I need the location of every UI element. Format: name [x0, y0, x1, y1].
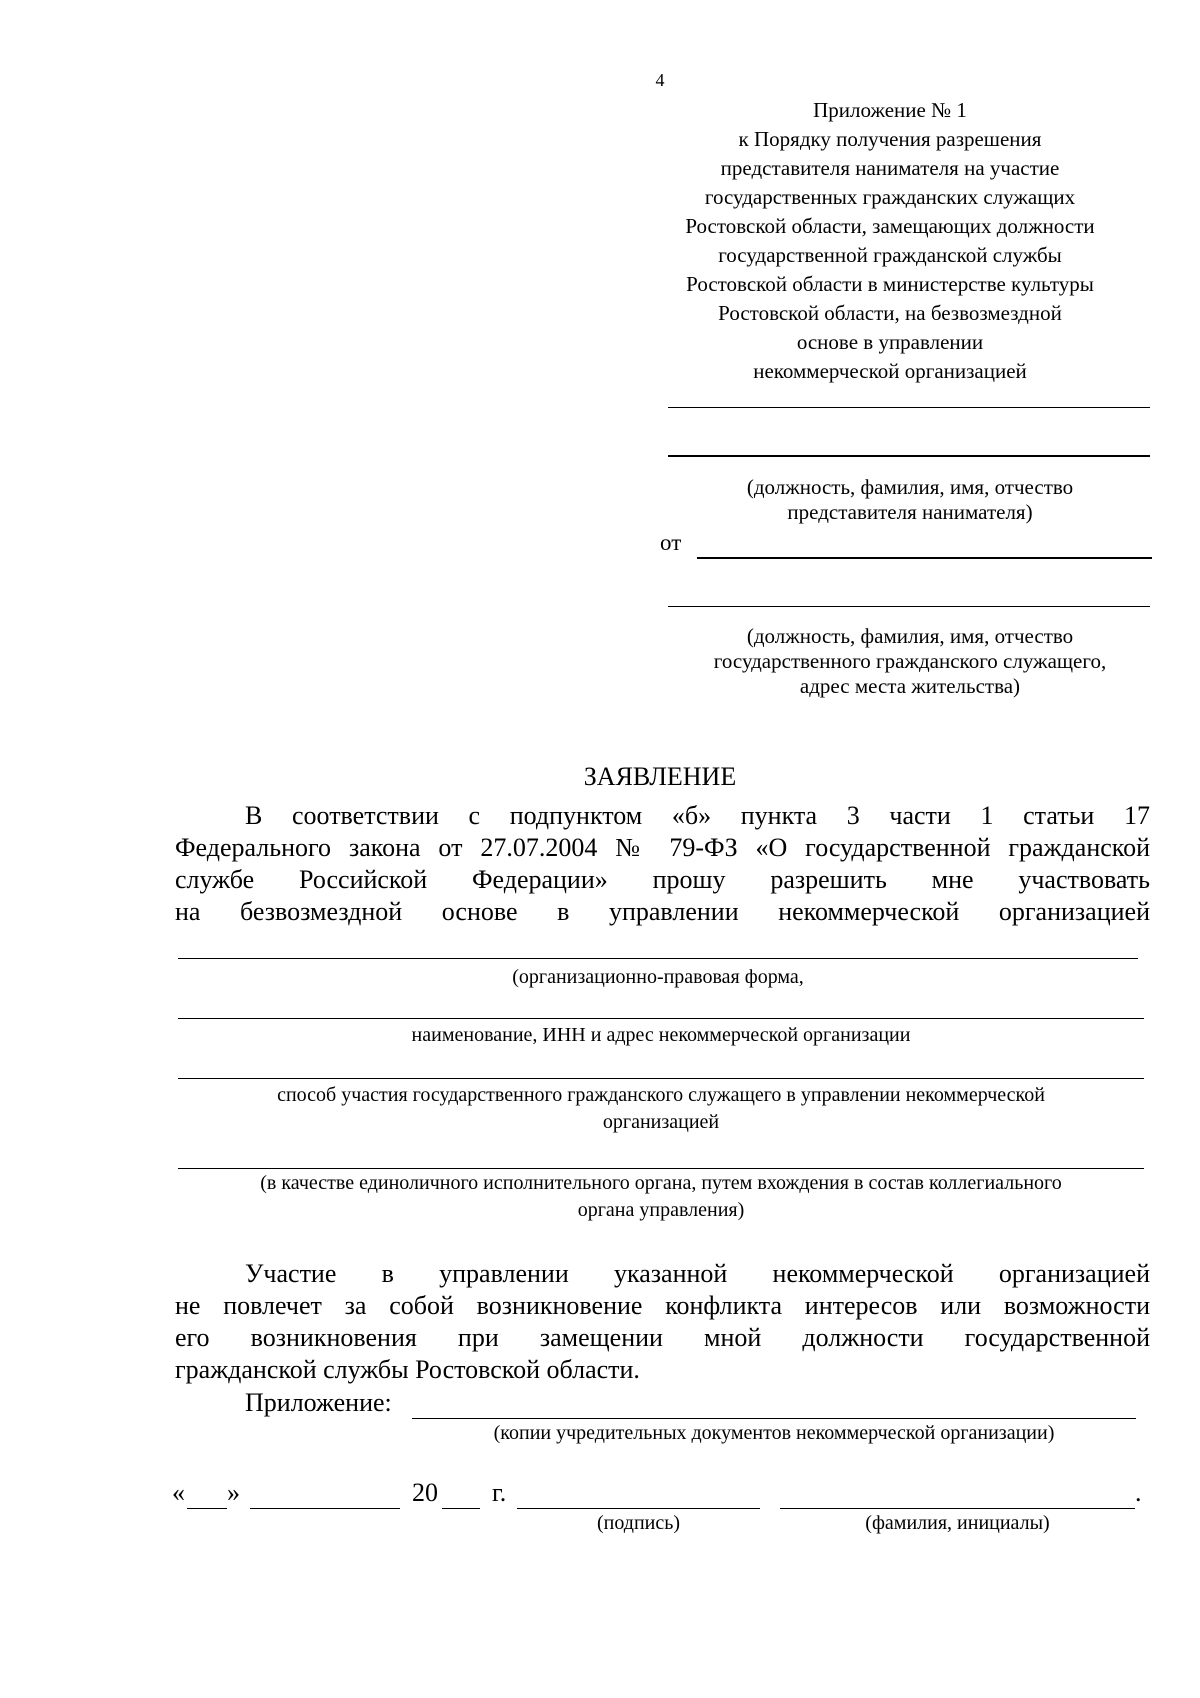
employer-fill-line[interactable] — [668, 455, 1150, 457]
conflict-line: Участие в управлении указанной некоммерческой организацией — [245, 1259, 1150, 1288]
employee-caption — [660, 624, 1160, 699]
signature-fill-line[interactable] — [517, 1508, 760, 1509]
appendix-header-line: к Порядку получения разрешения — [738, 127, 1042, 151]
appendix-header-line: представителя нанимателя на участие — [720, 156, 1060, 180]
signature-caption: (подпись) — [596, 1512, 681, 1534]
day-fill-line[interactable] — [187, 1508, 227, 1509]
date-close-quote: » — [227, 1478, 240, 1507]
appendix-header-line: Приложение № 1 — [813, 98, 967, 122]
employer-caption — [680, 475, 1140, 525]
year-fill-line[interactable] — [442, 1508, 480, 1509]
month-fill-line[interactable] — [250, 1508, 400, 1509]
participation-fill-line[interactable] — [178, 1078, 1144, 1079]
participation-caption-line: организацией — [602, 1111, 720, 1133]
request-line: Федерального закона от 27.07.2004 № 79-ФЗ «О государственной гражданской — [175, 833, 1150, 862]
employer-caption-line: представителя нанимателя) — [787, 500, 1033, 524]
employee-caption-line: (должность, фамилия, имя, отчество — [746, 624, 1074, 648]
appendix-header-line: некоммерческой организацией — [753, 359, 1027, 383]
employer-fill-line[interactable] — [668, 407, 1150, 408]
year-suffix: г. — [492, 1478, 507, 1507]
from-label: от — [660, 530, 682, 555]
conflict-line: не повлечет за собой возникновение конфликта интересов или возможности — [175, 1291, 1150, 1320]
request-line: службе Российской Федерации» прошу разрешить мне участвовать — [175, 865, 1150, 894]
request-paragraph — [175, 800, 1150, 928]
employee-fill-line[interactable] — [697, 557, 1152, 559]
participation-detail-fill-line[interactable] — [178, 1168, 1144, 1169]
attachment-label: Приложение: — [245, 1388, 392, 1417]
appendix-header-line: Ростовской области, замещающих должности — [685, 214, 1095, 238]
end-period: . — [1135, 1478, 1142, 1507]
appendix-header-line: Ростовской области в министерстве культуры — [686, 272, 1094, 296]
employee-caption-line: государственного гражданского служащего, — [713, 649, 1107, 673]
participation-detail-caption — [178, 1170, 1144, 1224]
employee-fill-line[interactable] — [668, 606, 1150, 607]
employee-caption-line: адрес места жительства) — [799, 674, 1021, 698]
attachment-caption: (копии учредительных документов некоммерческой организации) — [493, 1422, 1055, 1444]
attachment-fill-line[interactable] — [412, 1418, 1136, 1419]
participation-detail-caption-line: (в качестве единоличного исполнительного органа, путем вхождения в состав коллегиального — [260, 1172, 1062, 1194]
employer-caption-line: (должность, фамилия, имя, отчество — [746, 475, 1074, 499]
org-name-fill-line[interactable] — [178, 1018, 1144, 1019]
request-line: В соответствии с подпунктом «б» пункта 3 части 1 статьи 17 — [245, 801, 1150, 830]
date-open-quote: « — [172, 1478, 185, 1507]
document-title: ЗАЯВЛЕНИЕ — [583, 762, 737, 791]
legal-form-caption: (организационно-правовая форма, — [512, 966, 804, 988]
appendix-header-line: государственной гражданской службы — [718, 243, 1062, 267]
name-caption: (фамилия, инициалы) — [865, 1512, 1050, 1534]
org-name-caption: наименование, ИНН и адрес некоммерческой организации — [411, 1024, 911, 1046]
page-number: 4 — [655, 70, 665, 90]
participation-detail-caption-line: органа управления) — [577, 1199, 745, 1221]
name-fill-line[interactable] — [780, 1508, 1135, 1509]
appendix-header-line: Ростовской области, на безвозмездной — [718, 301, 1062, 325]
appendix-header-line: основе в управлении — [796, 330, 984, 354]
appendix-header-line: государственных гражданских служащих — [704, 185, 1076, 209]
participation-caption — [178, 1082, 1144, 1136]
request-line: на безвозмездной основе в управлении некоммерческой организацией — [175, 897, 1150, 926]
conflict-line: его возникновения при замещении мной должности государственной — [175, 1323, 1150, 1352]
legal-form-fill-line[interactable] — [178, 958, 1138, 959]
appendix-header — [650, 96, 1130, 386]
participation-caption-line: способ участия государственного гражданского служащего в управлении некоммерческой — [277, 1084, 1045, 1106]
conflict-paragraph — [175, 1258, 1150, 1386]
conflict-line: гражданской службы Ростовской области. — [175, 1355, 640, 1384]
year-prefix: 20 — [412, 1478, 438, 1507]
